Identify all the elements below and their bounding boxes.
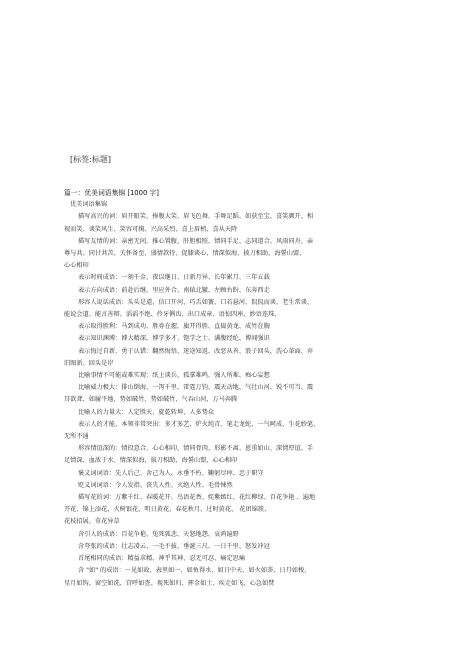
text-line: 表示悔过自新、勇于认错：翻然悔悟、迷途知返、改恶从善、浪子回头、洗心革面、弃	[78, 347, 314, 355]
text-line: 表示知识渊博：博大精深、博学多才、饱学之士、满腹经纶、博闻强识	[78, 335, 270, 343]
text-line: 描写友情的词：亲密无间、推心置腹、肝胆相照、情同手足、志同道合、风雨同舟、亲	[78, 237, 314, 245]
text-line: 视而笑、谈笑风生、笑容可掬、兴高采烈、喜上眉梢、喜从天降	[64, 225, 238, 233]
text-line: 表示取得胜利：马到成功、胜券在握、旗开得胜、直捣黄龙、成竹在胸	[78, 323, 270, 331]
text-line: 表示时间成语：一刻千金、夜以继日、日新月异、长年累月、三年五载	[78, 274, 270, 282]
text-line: 贬义词词语：令人发指、丧失人性、灭绝人性、毛骨悚然	[78, 481, 233, 489]
text-line: 比喻事情不可能或难实现：纸上谈兵、孤掌难鸣、强人所难、痴心妄想	[78, 372, 270, 380]
text-line: 首尾相同的成语：精益求精、神乎其神、忍无可忍、痛定思痛	[78, 555, 246, 563]
text-line: 表示人的才能、本领非常突出：多才多艺、炉火纯青、笔走龙蛇、一气呵成、生花妙笔、	[78, 420, 320, 428]
text-line: 开花、锦上添花、火树银花、明日黄花、春花秋月、过时黄花、 花团锦簇、	[64, 506, 271, 514]
text-line: 褒义词词语：先人后己、舍己为人、永垂不朽、鞠躬尽瘁、忠于职守	[78, 469, 264, 477]
document-lines	[64, 211, 409, 589]
document-subtitle: 优美词语集锦	[70, 201, 108, 209]
text-line: 耳欲聋、如履平地、势如破竹、势如破竹、气吞山河、万马奔腾	[64, 396, 238, 404]
text-line: 含 "如" 的成语：一见如故、表里如一、如鱼得水、如日中天、如火如荼、日月如梭、	[78, 567, 311, 575]
text-line: 含夸张的成语：壮志凌云、一毛不拔、垂涎三尺、一日千里、怒发冲冠	[78, 542, 270, 550]
text-line: 尊与共、同甘共苦、关怀备至、盛情款待、促膝谈心、情深似海、披刀相助、海誓山盟、	[64, 250, 306, 258]
text-line: 比喻威力极大：排山倒海、一泻千里、雷霆万钧、震天动地、气壮山河、锐不可当、震	[78, 384, 314, 392]
text-line: 旧图新、回头是岸	[64, 359, 114, 367]
text-line: 无所不通	[64, 433, 89, 441]
document-body	[64, 187, 409, 590]
text-line: 描写高兴的词：眉开眼笑、捧腹大笑、眉飞色舞、手舞足蹈、如获至宝、喜笑颜开、相	[78, 213, 314, 221]
text-line: 心心相印	[64, 262, 89, 270]
text-line: 星月如钩、窗空如洗、宫呼如查、视死如归、挥金如土、疾走如飞、心急如焚	[64, 579, 275, 587]
text-line: 表示方向成语：前赴后继、里应外合、南辕北辙、左顾右盼、东奔西走	[78, 286, 270, 294]
text-line: 能说会道、能言善辩、滔滔不绝、伶牙俐齿、出口成章、语惊四座、妙语连珠、	[64, 311, 281, 319]
text-line: 比喻人的力量大：人定胜天、旋乾转坤、人多势众	[78, 408, 215, 416]
text-line: 花枝招展、奇花异草	[64, 518, 120, 526]
text-line: 描写花的词：万紫千红、春暖花开、鸟语花香、姹紫嫣红、花红柳绿、百花争艳 、遍地	[78, 494, 316, 502]
document-tag: [标签:标题]	[70, 155, 111, 164]
text-line: 含引人的成语：百花争艳、兔死狐悲、天怒地怨、哀鸿遍野	[78, 530, 239, 538]
text-line: 形容人说话成语：头头是道、信口开河、巧舌如簧、口若悬河、侃侃而谈、老生常谈、	[78, 298, 314, 306]
text-line: 足情深、血浓于水、情深似海、拔刀相助、海誓山盟、心心相印	[64, 457, 238, 465]
document-title: 篇一：优美词语集锦 [1000 字]	[64, 189, 159, 197]
text-line: 形容情谊深的：情投意合、心心相印、情同骨肉、形影不离、恩重如山、深情厚谊、手	[78, 445, 314, 453]
